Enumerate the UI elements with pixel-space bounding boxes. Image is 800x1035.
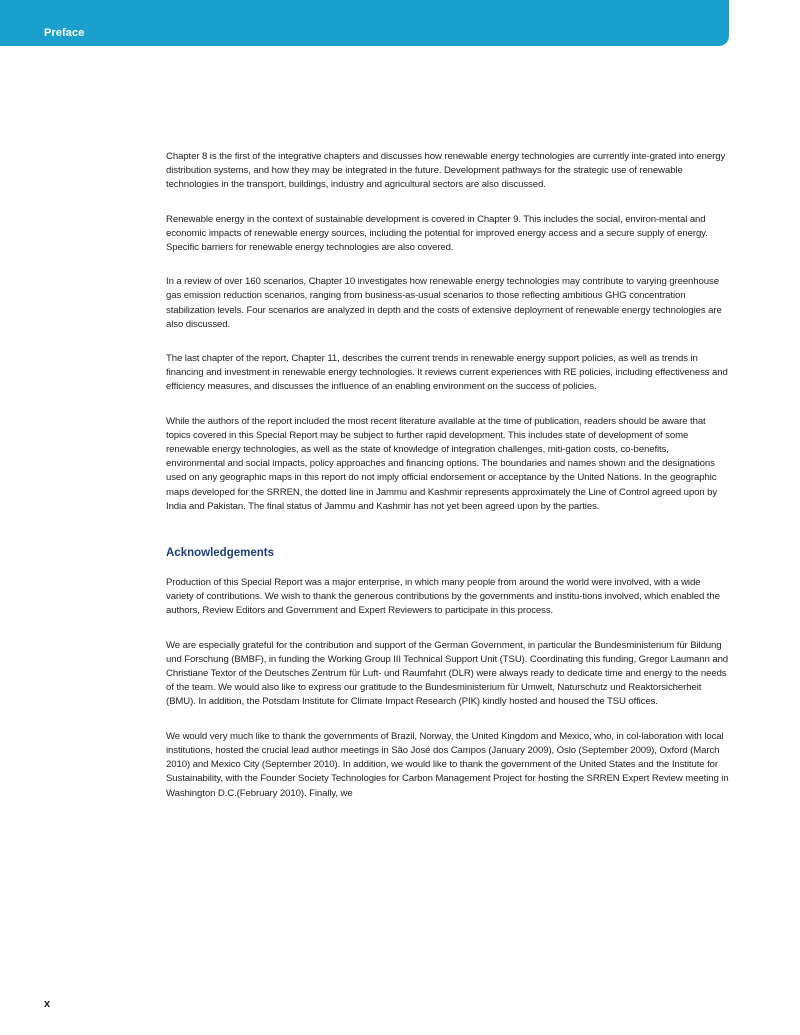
- header-bar: [0, 0, 729, 46]
- paragraph-chapter-9: Renewable energy in the context of sustainable development is covered in Chapter 9. This includes the social, environ-mental and economic impacts of renewable energy sources, including the potential for improved energy access and a secure supply of energy. Specific barriers for renewable energy technologies are also covered.: [166, 213, 708, 254]
- paragraph-acknowledgements-host-governments: We would very much like to thank the governments of Brazil, Norway, the United Kingdom and Mexico, who, in col-laboration with local institutions, hosted the crucial lead author meetings in São José dos Campos (January 2009), Oslo (September 2009), Oxford (March 2010) and Mexico City (September 2010). In addition, we would like to thank the government of the United States and the Institute for Sustainability, with the Founder Society Technologies for Carbon Management Project for hosting the SRREN Expert Review meeting in Washington D.C.(February 2010). Finally, we: [166, 730, 729, 799]
- running-header-title: Preface: [44, 27, 85, 39]
- paragraph-chapter-10: In a review of over 160 scenarios, Chapter 10 investigates how renewable energy technologies may contribute to varying greenhouse gas emission reduction scenarios, ranging from business-as-usual scenarios to those reflecting ambitious GHG concentration stabilization levels. Four scenarios are analyzed in depth and the costs of extensive deployment of renewable energy technologies are also discussed.: [166, 276, 722, 330]
- main-content: [166, 150, 729, 821]
- paragraph-acknowledgements-german-government: We are especially grateful for the contribution and support of the German Government, in particular the Bundesministerium für Bildung und Forschung (BMBF), in funding the Working Group III Technical Support Unit (TSU). Coordinating this funding, Gregor Laumann and Christiane Textor of the Deutsches Zentrum für Luft- und Raumfahrt (DLR) were always ready to dedicate time and energy to the needs of the team. We would also like to express our gratitude to the Bundesministerium für Umwelt, Naturschutz und Reaktorsicherheit (BMU). In addition, the Potsdam Institute for Climate Impact Research (PIK) kindly hosted and housed the TSU offices.: [166, 639, 729, 708]
- paragraph-chapter-8: Chapter 8 is the first of the integrative chapters and discusses how renewable energy technologies are currently inte-grated into energy distribution systems, and how they may be integrated in the future. Development pathways for the strategic use of renewable technologies in the transport, buildings, industry and agricultural sectors are also discussed.: [166, 151, 726, 191]
- acknowledgements-heading: Acknowledgements: [166, 547, 274, 560]
- paragraph-disclaimer: While the authors of the report included the most recent literature available at the time of publication, readers should be aware that topics covered in this Special Report may be subject to further rapid development. This includes state of development of some renewable energy technologies, as well as the state of knowledge of integration challenges, miti-gation costs, co-benefits, environmental and social impacts, policy approaches and financing options. The boundaries and names shown and the designations used on any geographic maps in this report do not imply official endorsement or acceptance by the United Nations. In the geographic maps developed for the SRREN, the dotted line in Jammu and Kashmir represents approximately the Line of Control agreed upon by India and Pakistan. The final status of Jammu and Kashmir has not yet been agreed upon by the parties.: [166, 415, 718, 512]
- page-number: x: [44, 998, 51, 1010]
- paragraph-chapter-11: The last chapter of the report, Chapter 11, describes the current trends in renewable energy support policies, as well as trends in financing and investment in renewable energy technologies. It reviews current experiences with RE policies, including effectiveness and efficiency measures, and discusses the influence of an enabling environment on the success of policies.: [166, 353, 728, 393]
- paragraph-acknowledgements-production: Production of this Special Report was a major enterprise, in which many people from around the world were involved, with a wide variety of contributions. We wish to thank the generous contributions by the governments and institu-tions involved, which enabled the authors, Review Editors and Government and Expert Reviewers to participate in this process.: [166, 577, 720, 617]
